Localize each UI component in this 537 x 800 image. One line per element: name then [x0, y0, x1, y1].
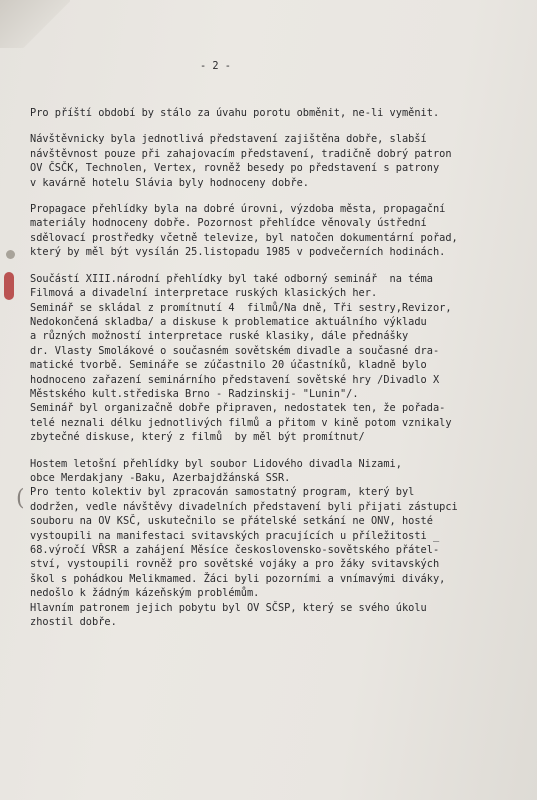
text-line: souboru na OV KSČ, uskutečnilo se přátelské setkání ne ONV, hosté: [30, 515, 433, 528]
text-line: Městského kult.střediska Brno - Radzinskij- "Lunin"/.: [30, 387, 359, 400]
text-line: zbytečné diskuse, který z filmů by měl být promítnut/: [30, 431, 365, 444]
text-line: Návštěvnicky byla jednotlivá představení zajištěna dobře, slabší: [30, 133, 427, 146]
text-line: Filmová a divadelní interpretace ruských klasických her.: [30, 287, 378, 300]
page-number: - 2 -: [200, 59, 231, 72]
punch-hole: [6, 250, 15, 259]
paragraph: [30, 132, 530, 190]
text-line: dodržen, vedle návštěvy divadelních představení byli přijati zástupci: [30, 500, 458, 513]
text-line: Seminář se skládal z promítnutí 4 filmů/Na dně, Tři sestry,Revizor,: [30, 301, 452, 314]
paragraphs: [30, 106, 530, 629]
text-line: Pro příští období by stálo za úvahu porotu obměnit, ne-li vyměnit.: [30, 107, 440, 120]
text-line: který by měl být vysílán 25.listopadu 1985 v podvečerních hodinách.: [30, 246, 446, 259]
text-line: dr. Vlasty Smolákové o současném sovětském divadle a současné dra-: [30, 344, 440, 357]
text-line: škol s pohádkou Melikmamed. Žáci byli pozorními a vnímavými diváky,: [30, 572, 446, 585]
text-line: ství, vystoupili rovněž pro sovětské vojáky a pro žáky svitavských: [30, 558, 440, 571]
paragraph: [30, 272, 530, 445]
text-line: OV ČSČK, Technolen, Vertex, rovněž besedy po představení s patrony: [30, 162, 440, 175]
margin-bracket-mark: (: [16, 486, 25, 511]
text-line: materiály hodnoceny dobře. Pozornost přehlídce věnovaly ústřední: [30, 217, 427, 230]
text-line: Propagace přehlídky byla na dobré úrovni, výzdoba města, propagační: [30, 203, 446, 216]
typed-text-body: [30, 30, 530, 670]
text-line: zhostil dobře.: [30, 616, 117, 629]
text-line: matické tvorbě. Semináře se zúčastnilo 20 účastníků, kladně bylo: [30, 359, 427, 372]
text-line: a různých možností interpretace ruské klasiky, dále přednášky: [30, 330, 409, 343]
paragraph: [30, 106, 530, 120]
text-line: Pro tento kolektiv byl zpracován samostatný program, který byl: [30, 486, 415, 499]
text-line: v kavárně hotelu Slávia byly hodnoceny dobře.: [30, 176, 309, 189]
paragraph: [30, 457, 530, 630]
text-line: obce Merdakjany -Baku, Azerbajdžánská SSR.: [30, 471, 291, 484]
paragraph: [30, 202, 530, 260]
text-line: návštěvnost pouze při zahajovacím představení, tradičně dobrý patron: [30, 147, 452, 160]
text-line: Nedokončená skladba/ a diskuse k problematice aktuálního výkladu: [30, 315, 427, 328]
text-line: Seminář byl organizačně dobře připraven, nedostatek ten, že pořada-: [30, 402, 446, 415]
text-line: nedošlo k žádným kázeňským problémům.: [30, 587, 260, 600]
text-line: 68.výročí VŘSR a zahájení Měsíce československo-sovětského přátel-: [30, 544, 440, 556]
text-line: vystoupili na manifestaci svitavských pracujících u příležitosti _: [30, 529, 440, 542]
text-line: sdělovací prostředky včetně televize, byl natočen dokumentární pořad,: [30, 231, 458, 244]
red-marker-mark: [4, 272, 14, 300]
text-line: Hostem letošní přehlídky byl soubor Lidového divadla Nizami,: [30, 457, 402, 470]
text-line: telé neznali délku jednotlivých filmů a přitom v kině potom vznikaly: [30, 416, 452, 429]
text-line: hodnoceno zařazení seminárního představení sovětské hry /Divadlo X: [30, 373, 440, 386]
text-line: Součástí XIII.národní přehlídky byl také odborný seminář na téma: [30, 272, 433, 285]
text-line: Hlavním patronem jejich pobytu byl OV SČSP, který se svého úkolu: [30, 601, 427, 614]
